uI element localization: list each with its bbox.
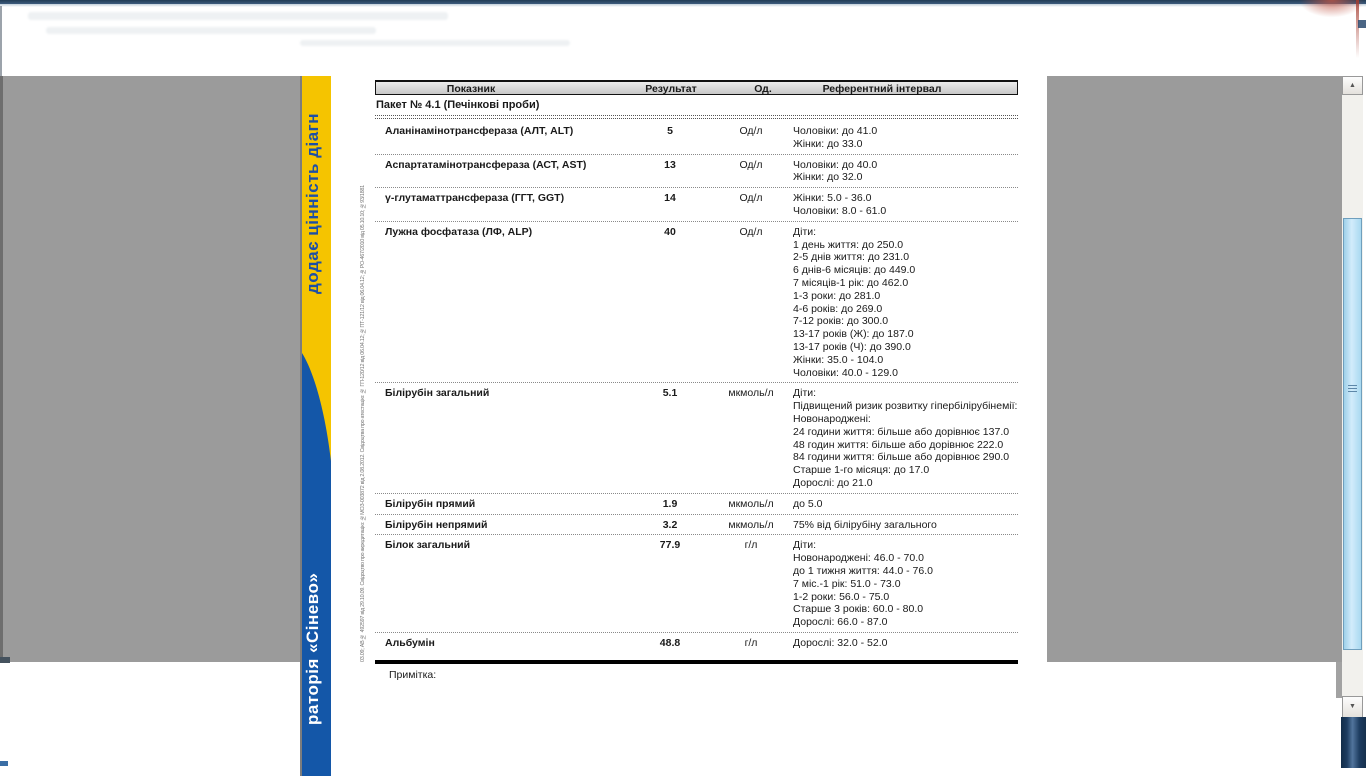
reference-line: 6 днів-6 місяців: до 449.0 <box>793 264 916 277</box>
window-corner-fragment <box>1358 20 1366 28</box>
reference-line: Новонароджені: <box>793 412 871 425</box>
reference-line: 13-17 років (Ч): до 390.0 <box>793 340 911 353</box>
reference-line: Старше 3 років: 60.0 - 80.0 <box>793 603 924 616</box>
reference-line: Діти: <box>793 539 817 552</box>
reference-interval-cell <box>792 498 1018 511</box>
reference-line: 1-3 роки: до 281.0 <box>793 289 881 302</box>
reference-line: Діти: <box>793 225 817 238</box>
reference-line: Дорослі: 32.0 - 52.0 <box>793 636 888 649</box>
column-header: Од. <box>754 83 772 95</box>
table-bottom-rule <box>375 660 1018 664</box>
vertical-scrollbar-thumb[interactable] <box>1343 218 1362 650</box>
unit-cell: г/л <box>744 636 758 649</box>
reference-line: Чоловіки: 40.0 - 129.0 <box>793 366 898 379</box>
table-row <box>375 494 1018 515</box>
synevo-brand-banner <box>302 76 331 776</box>
titlebar-shadow <box>0 4 1366 7</box>
reference-line: Чоловіки: до 40.0 <box>793 158 878 171</box>
unit-cell: Од/л <box>739 125 763 137</box>
toolbar-ghost-artifact <box>46 27 376 34</box>
reference-line: до 1 тижня життя: 44.0 - 76.0 <box>793 564 933 577</box>
result-value-cell: 5.1 <box>662 387 678 400</box>
reference-line: 1 день життя: до 250.0 <box>793 238 904 251</box>
package-section-title: Пакет № 4.1 (Печінкові проби) <box>376 99 540 111</box>
result-value-cell: 13 <box>664 158 676 171</box>
analyte-name-cell: Аланінамінотрансфераза (АЛТ, ALT) <box>385 125 574 137</box>
reference-interval-cell <box>792 539 1018 629</box>
certificate-fine-print: 03.09; АВ № 492597 від 29.10.09. Свідоцтво про акредитацію: №МОЗ-003872 від 2.08.2012. Свідоцтва про атестацію: № ГП-120/12 від 06.04.12; №ПТ-121/12 від 06.04.12; №РО-467/2010 від 05.10.10; №93/1881 <box>360 185 366 662</box>
reference-line: Жінки: 5.0 - 36.0 <box>793 192 872 205</box>
reference-line: 2-5 днів життя: до 231.0 <box>793 251 910 264</box>
unit-cell: Од/л <box>739 192 763 205</box>
reference-interval-cell <box>792 159 1018 185</box>
reference-line: Жінки: 35.0 - 104.0 <box>793 353 884 366</box>
unit-cell: мкмоль/л <box>728 497 774 510</box>
viewer-corner-fragment <box>0 657 10 663</box>
reference-line: 84 години життя: більше або дорівнює 290.0 <box>793 451 1010 464</box>
table-header-row <box>375 80 1018 95</box>
scrollbar-grip-icon <box>1348 385 1357 394</box>
close-button[interactable] <box>1290 0 1366 22</box>
section-separator <box>375 115 1018 119</box>
analyte-name-cell: Білірубін непрямий <box>385 518 488 531</box>
result-value-cell: 48.8 <box>659 636 681 649</box>
window-edge-highlight <box>1356 0 1359 58</box>
result-value-cell: 77.9 <box>659 539 681 552</box>
reference-line: Дорослі: до 21.0 <box>793 476 873 489</box>
document-page <box>300 76 1047 776</box>
reference-interval-cell <box>792 192 1018 218</box>
column-header: Результат <box>645 83 697 95</box>
reference-line: 1-2 роки: 56.0 - 75.0 <box>793 590 890 603</box>
reference-line: 4-6 років: до 269.0 <box>793 302 883 315</box>
reference-line: 7 місяців-1 рік: до 462.0 <box>793 276 909 289</box>
table-row <box>375 515 1018 536</box>
result-value-cell: 3.2 <box>662 518 678 531</box>
note-label: Примітка: <box>389 668 437 681</box>
lab-results-table <box>375 80 1018 681</box>
reference-line: до 5.0 <box>793 497 823 510</box>
column-header: Показник <box>446 83 496 95</box>
result-value-cell: 1.9 <box>662 497 678 510</box>
reference-line: 7-12 років: до 300.0 <box>793 315 889 328</box>
analyte-name-cell: Альбумін <box>385 636 435 649</box>
document-viewer-background <box>0 76 1342 725</box>
table-row <box>375 222 1018 384</box>
column-header: Референтний інтервал <box>822 83 942 95</box>
window-left-border <box>0 6 2 76</box>
reference-interval-cell <box>792 519 1018 532</box>
unit-cell: Од/л <box>739 158 763 171</box>
result-value-cell: 14 <box>664 192 676 205</box>
table-row <box>375 155 1018 189</box>
reference-line: Старше 1-го місяця: до 17.0 <box>793 464 930 477</box>
analyte-name-cell: Аспартатамінотрансфераза (АСТ, AST) <box>385 158 587 171</box>
reference-line: Жінки: до 33.0 <box>793 137 863 150</box>
unit-cell: мкмоль/л <box>728 518 774 531</box>
toolbar-ghost-artifact <box>28 12 448 20</box>
banner-slogan-text: додає цінність діагн <box>303 112 322 294</box>
reference-line: 48 годин життя: більше або дорівнює 222.0 <box>793 438 1004 451</box>
arrow-down-icon: ▼ <box>1349 703 1356 710</box>
reference-line: 7 міс.-1 рік: 51.0 - 73.0 <box>793 577 901 590</box>
reference-line: Діти: <box>793 387 817 400</box>
reference-interval-cell <box>792 226 1018 380</box>
toolbar-ghost-artifact <box>300 40 570 46</box>
analyte-name-cell: Білірубін загальний <box>385 387 490 400</box>
reference-line: Чоловіки: 8.0 - 61.0 <box>793 204 887 217</box>
reference-line: 24 години життя: більше або дорівнює 137.0 <box>793 425 1010 438</box>
unit-cell: мкмоль/л <box>728 387 774 400</box>
analyte-name-cell: Лужна фосфатаза (ЛФ, ALP) <box>385 225 533 238</box>
unit-cell: г/л <box>744 539 758 552</box>
reference-line: Жінки: до 32.0 <box>793 171 863 184</box>
table-row <box>375 188 1018 222</box>
scroll-down-button[interactable] <box>1342 696 1363 718</box>
reference-interval-cell <box>792 387 1018 489</box>
arrow-up-icon: ▲ <box>1349 82 1356 89</box>
analyte-name-cell: Білок загальний <box>385 539 471 552</box>
reference-interval-cell <box>792 637 1018 650</box>
hscrollbar-fragment <box>0 761 8 766</box>
table-row <box>375 633 1018 653</box>
table-row <box>375 535 1018 633</box>
reference-line: Новонароджені: 46.0 - 70.0 <box>793 552 924 565</box>
analyte-name-cell: γ-глутаматтрансфераза (ГГТ, GGT) <box>385 192 565 205</box>
reference-line: Чоловіки: до 41.0 <box>793 125 878 137</box>
reference-line: 75% від білірубіну загального <box>793 518 937 531</box>
result-value-cell: 5 <box>667 125 673 137</box>
result-value-cell: 40 <box>664 225 676 238</box>
analyte-name-cell: Білірубін прямий <box>385 497 476 510</box>
unit-cell: Од/л <box>739 225 763 238</box>
reference-interval-cell <box>792 125 1018 151</box>
bottom-corner-fragment <box>1341 717 1366 768</box>
banner-lab-name-text: раторія «Сінево» <box>303 572 322 725</box>
table-row <box>375 383 1018 493</box>
reference-line: 13-17 років (Ж): до 187.0 <box>793 328 914 341</box>
table-body <box>375 121 1018 653</box>
reference-line: Підвищений ризик розвитку гіпербілірубінемії: <box>793 400 1018 413</box>
table-row <box>375 121 1018 155</box>
scroll-up-button[interactable] <box>1342 76 1363 95</box>
reference-line: Дорослі: 66.0 - 87.0 <box>793 616 888 629</box>
